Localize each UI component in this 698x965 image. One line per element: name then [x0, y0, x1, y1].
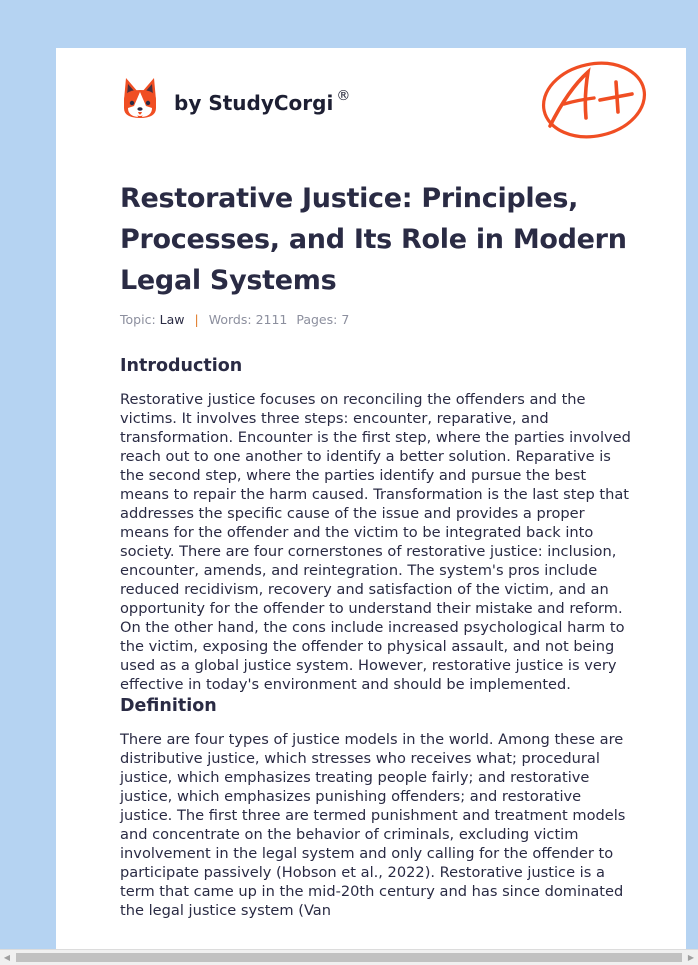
brand-logo[interactable] [120, 76, 350, 120]
meta-separator: | [194, 312, 199, 327]
topic-link[interactable]: Law [159, 312, 185, 327]
section-text-definition: There are four types of justice models in the world. Among these are distributive justice, which stresses who receives what; procedural justice, which emphasizes treating people fairly; and restorative justice, which emphasizes punishing offenders; and restorative justice. The first three are termed punishment and treatment models and concentrate on the behavior of criminals, excluding victim involvement in the legal system and only calling for the offender to participate passively (Hobson et al., 2022). Restorative justice is a term that came up in the mid-20th century and has since dominated the legal justice system (Van [120, 731, 626, 919]
document-title: Restorative Justice: Principles, Processes, and Its Role in Modern Legal Systems [120, 183, 627, 296]
section-heading-definition: Definition [120, 696, 217, 716]
words-count: 2111 [255, 312, 288, 327]
document-meta [120, 312, 349, 327]
brand-name: by StudyCorgi ® [174, 88, 351, 115]
document-page [56, 48, 686, 964]
words-label: Words: [208, 312, 252, 327]
scrollbar-thumb[interactable] [16, 953, 682, 962]
a-plus-badge-icon [538, 60, 648, 140]
horizontal-scrollbar[interactable] [0, 949, 698, 965]
pages-count: 7 [341, 312, 350, 327]
section-heading-introduction: Introduction [120, 356, 243, 376]
pages-label: Pages: [296, 312, 338, 327]
registered-mark: ® [336, 88, 351, 104]
document-body [120, 354, 634, 920]
section-text-introduction: Restorative justice focuses on reconciling the offenders and the victims. It involves three steps: encounter, reparative, and transformation. Encounter is the first step, where the parties involved reach out to one another to identify a better solution. Reparative is the second step, where the parties identify and pursue the best means to repair the harm caused. Transformation is the last step that addresses the specific cause of the issue and provides a proper means for the offender and the victim to be integrated back into society. There are four cornerstones of restorative justice: inclusion, encounter, amends, and reintegration. The system's pros include reduced recidivism, recovery and satisfaction of the victim, and an opportunity for the offender to understand their mistake and reform. On the other hand, the cons include increased psychological harm to the victim, exposing the offender to physical assault, and not being used as a global justice system. However, restorative justice is very effective in today's environment and should be implemented. [120, 391, 631, 693]
scroll-right-icon[interactable]: ▶ [687, 953, 695, 962]
corgi-icon [120, 76, 160, 120]
scroll-left-icon[interactable]: ◀ [3, 953, 11, 962]
topic-label: Topic: [120, 312, 156, 327]
